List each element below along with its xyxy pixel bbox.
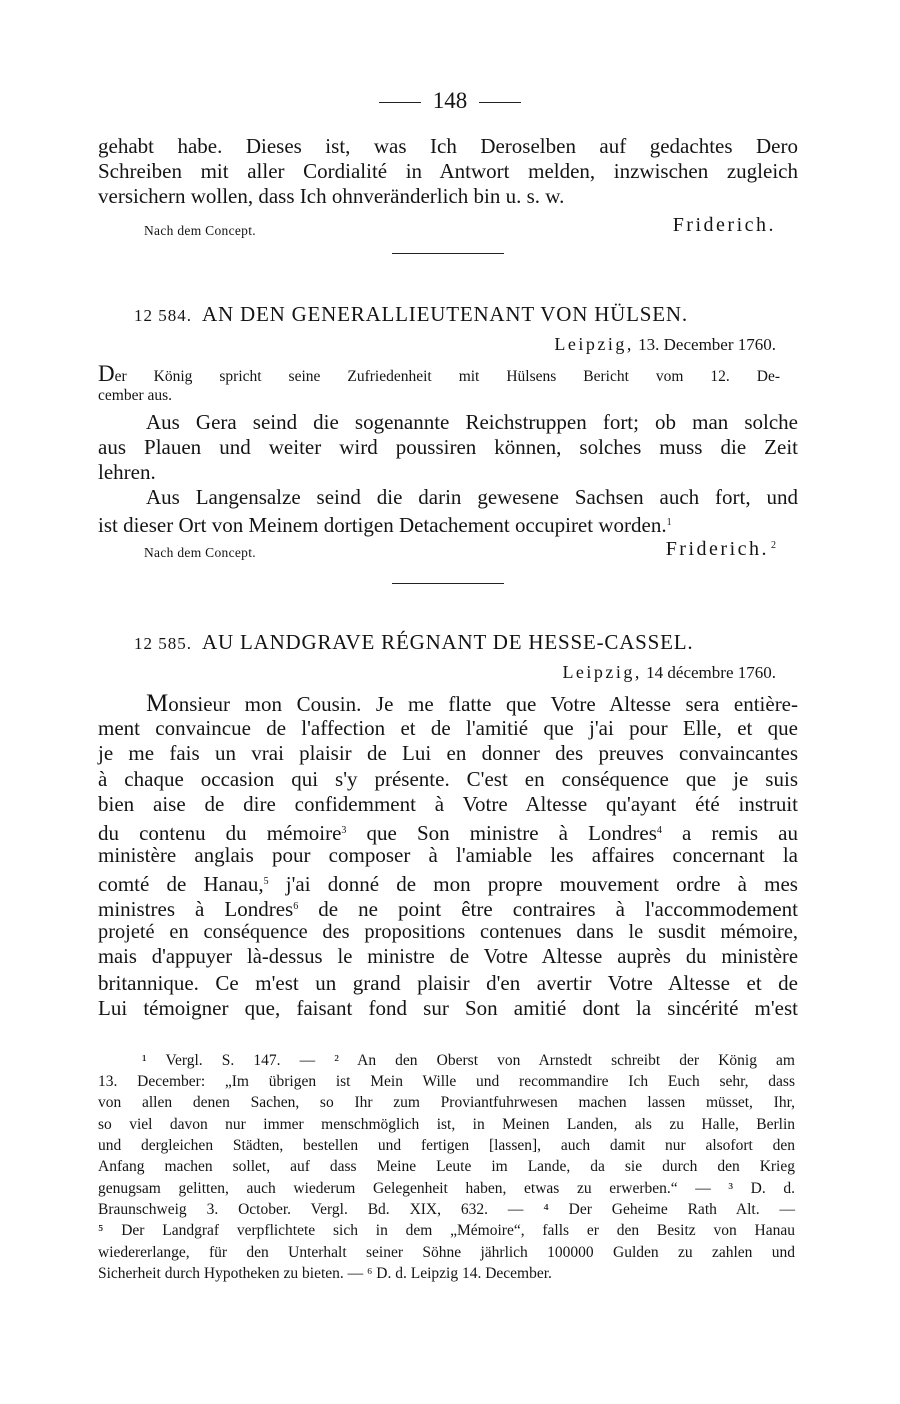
paragraph-initial: M — [146, 690, 169, 717]
text-seg: de ne point être contraires à l'accommodement — [298, 897, 799, 921]
header-dash-left — [379, 102, 421, 103]
footnote-line: genugsam gelitten, auch wiederum Gelegenheit haben, etwas zu erwerben.“ — ³ D. d. — [98, 1180, 795, 1197]
text-line: lehren. — [98, 460, 156, 484]
footnote-line: 13. December: „Im übrigen ist Mein Wille und recommandire Ich Euch sehr, dass — [98, 1073, 795, 1090]
footnote-ref: 6 — [293, 901, 299, 912]
text-line: ministère anglais pour composer à l'amiable les affaires concernant la — [98, 843, 798, 867]
text-line: Lui témoigner que, faisant fond sur Son amitié dont la sincérité m'est — [98, 996, 798, 1020]
footnote-line: Braunschweig 3. October. Vergl. Bd. XIX, 632. — ⁴ Der Geheime Rath Alt. — — [98, 1201, 795, 1218]
dateline-date: 13. December 1760. — [638, 335, 776, 354]
footnote-line: ⁵ Der Landgraf verpflichtete sich in dem „Mémoire“, falls er den Besitz von Hanau — [98, 1222, 795, 1239]
text-seg: a remis au — [661, 821, 798, 845]
letter-number: 12 585. — [134, 634, 192, 653]
text-line: Schreiben mit aller Cordialité in Antwort melden, inzwischen zugleich — [98, 159, 798, 183]
source-note: Nach dem Concept. — [144, 223, 256, 238]
text-seg: que Son ministre à Londres — [346, 821, 657, 845]
footnote-line: und dergleichen Städten, bestellen und fertigen [lassen], auch damit nur alsofort den — [98, 1137, 795, 1154]
source-note: Nach dem Concept. — [144, 545, 256, 560]
text-line — [98, 869, 798, 897]
footnote-line: Anfang machen sollet, auf dass Meine Leute im Lande, da sie durch den Krieg — [98, 1158, 795, 1175]
letter-number: 12 584. — [134, 306, 192, 325]
letter-heading — [134, 302, 688, 327]
footnote-line: von allen denen Sachen, so Ihr zum Proviantfuhrwesen machen lassen müsset, Ihr, — [98, 1094, 795, 1111]
footnote-ref: 3 — [341, 825, 347, 836]
text-seg: ministres à Londres — [98, 897, 294, 921]
footnote-ref: 5 — [263, 876, 269, 887]
text-line — [98, 510, 798, 538]
section-divider — [392, 253, 504, 254]
text-line: bien aise de dire confidemment à Votre Altesse qu'ayant été instruit — [98, 792, 798, 816]
header-dash-right — [479, 102, 521, 103]
text-line-text: onsieur mon Cousin. Je me flatte que Votre Altesse sera entière- — [168, 692, 798, 716]
page-number: 148 — [432, 88, 468, 113]
letter-title: AU LANDGRAVE RÉGNANT DE HESSE-CASSEL. — [202, 630, 694, 654]
page-header — [0, 88, 900, 114]
footnote-ref: 2 — [771, 540, 776, 551]
text-seg: comté de Hanau, — [98, 872, 264, 896]
text-line: je me fais un vrai plaisir de Lui en donner des preuves convaincantes — [98, 741, 798, 765]
text-line: gehabt habe. Dieses ist, was Ich Deroselben auf gedachtes Dero — [98, 134, 798, 158]
dateline — [562, 662, 776, 683]
letter-title: AN DEN GENERALLIEUTENANT VON HÜLSEN. — [202, 302, 688, 326]
footnote-line: wiedererlange, für den Unterhalt seiner Söhne jährlich 100000 Gulden zu zahlen und — [98, 1244, 795, 1261]
signature — [666, 538, 776, 561]
signature-text: Friderich. — [665, 538, 769, 560]
text-line: mais d'appuyer là-dessus le ministre de Votre Altesse auprès du ministère — [98, 946, 798, 968]
footnote-ref: 4 — [656, 825, 662, 836]
footnote-ref: 1 — [666, 517, 672, 528]
text-line: aus Plauen und weiter wird poussiren können, solches muss die Zeit — [98, 435, 798, 459]
text-line: Aus Gera seind die sogenannte Reichstruppen fort; ob man solche — [146, 410, 798, 434]
text-line: versichern wollen, dass Ich ohnveränderlich bin u. s. w. — [98, 184, 565, 208]
signature: Friderich. — [672, 214, 776, 236]
text-line — [146, 691, 798, 717]
text-line: ment convaincue de l'affection et de l'amitié que j'ai pour Elle, et que — [98, 716, 798, 740]
summary-text: er König spricht seine Zufriedenheit mit Hülsens Bericht vom 12. De- — [114, 368, 780, 385]
text-line: projeté en conséquence des propositions contenues dans le susdit mémoire, — [98, 921, 798, 943]
summary-initial: D — [98, 361, 115, 386]
dateline-place: Leipzig, — [562, 662, 642, 682]
text-seg: j'ai donné de mon propre mouvement ordre à mes — [268, 872, 798, 896]
section-divider — [392, 583, 504, 584]
text-seg: du contenu du mémoire — [98, 821, 342, 845]
text-line: Aus Langensalze seind die darin gewesene Sachsen auch fort, und — [146, 485, 798, 509]
text-line — [98, 818, 798, 846]
letter-heading — [134, 630, 693, 655]
text-line-text: ist dieser Ort von Meinem dortigen Detachement occupiret worden. — [98, 513, 667, 537]
text-line — [98, 894, 798, 922]
text-line: britannique. Ce m'est un grand plaisir d'en avertir Votre Altesse et de — [98, 971, 798, 995]
dateline — [554, 334, 776, 355]
text-line: à chaque occasion qui s'y présente. C'est en conséquence que je suis — [98, 767, 798, 791]
footnote-line: ¹ Vergl. S. 147. — ² An den Oberst von Arnstedt schreibt der König am — [142, 1052, 795, 1069]
letter-summary-cont: cember aus. — [98, 387, 173, 404]
footnote-line: Sicherheit durch Hypotheken zu bieten. — ⁶ D. d. Leipzig 14. December. — [98, 1265, 552, 1282]
dateline-place: Leipzig, — [554, 334, 634, 354]
footnote-line: so viel davon nur immer menschmöglich ist, in Meinen Landen, als zu Halle, Berlin — [98, 1116, 795, 1133]
dateline-date: 14 décembre 1760. — [646, 663, 776, 682]
